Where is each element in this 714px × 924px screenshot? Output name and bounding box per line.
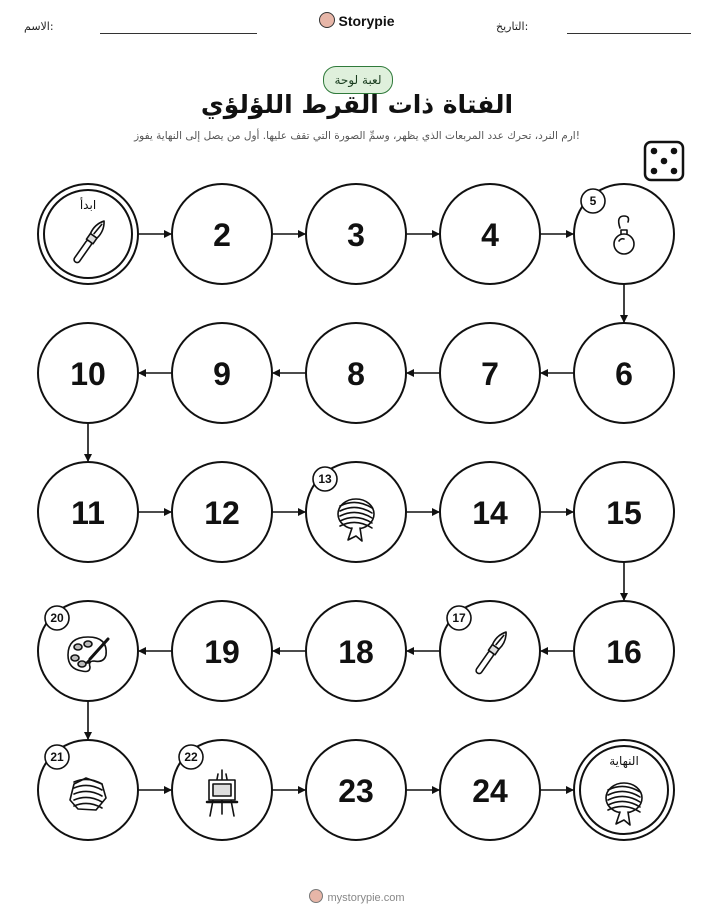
board-square-2 [172, 184, 272, 284]
date-label: التاريخ: [496, 20, 529, 33]
start-label: ابدأ [79, 198, 97, 212]
square-number-badge: 5 [589, 194, 597, 208]
square-number-badge: 21 [50, 750, 64, 764]
square-number: 16 [606, 634, 642, 670]
stone-icon [70, 778, 106, 810]
square-number: 9 [213, 356, 231, 392]
square-number-badge: 22 [184, 750, 198, 764]
board-square-4 [440, 184, 540, 284]
square-number: 7 [481, 356, 499, 392]
square-number: 12 [204, 495, 240, 531]
game-type-badge: لعبة لوحة [323, 66, 393, 94]
dice-icon [645, 142, 683, 180]
square-number: 19 [204, 634, 240, 670]
square-number: 23 [338, 773, 374, 809]
footer [0, 889, 714, 904]
board-square-7 [440, 323, 540, 423]
footer-url: mystorypie.com [327, 892, 405, 904]
board-square-5 [574, 184, 674, 284]
square-number: 18 [338, 634, 374, 670]
board-square-21 [38, 740, 138, 840]
instructions: ارم النرد، تحرك عدد المربعات الذي يظهر، وسمِّ الصورة التي تقف عليها. أول من يصل إلى النهاية يفوز! [134, 130, 580, 142]
name-label: الاسم: [24, 20, 54, 33]
finish-label: النهاية [609, 754, 639, 768]
board-square-19 [172, 601, 272, 701]
square-number-badge: 20 [50, 611, 64, 625]
board-square-23 [306, 740, 406, 840]
square-number: 8 [347, 356, 365, 392]
page-title: الفتاة ذات القرط اللؤلؤي [200, 90, 514, 119]
board-square-14 [440, 462, 540, 562]
board-square-17 [440, 601, 540, 701]
square-number-badge: 17 [452, 611, 466, 625]
board-square-22 [172, 740, 272, 840]
square-number: 6 [615, 356, 633, 392]
square-number: 14 [472, 495, 508, 531]
board-square-20 [38, 601, 138, 701]
board-square-9 [172, 323, 272, 423]
square-number-badge: 13 [318, 472, 332, 486]
board-square-12 [172, 462, 272, 562]
board-square-13 [306, 462, 406, 562]
square-number: 24 [472, 773, 508, 809]
square-number: 10 [70, 356, 106, 392]
board-square-3 [306, 184, 406, 284]
square-number: 11 [71, 495, 105, 531]
board-square-18 [306, 601, 406, 701]
board-square-15 [574, 462, 674, 562]
board-square-16 [574, 601, 674, 701]
brand-name: Storypie [338, 13, 395, 29]
board-square-24 [440, 740, 540, 840]
square-number: 15 [606, 495, 642, 531]
storypie-logo-icon [309, 889, 323, 903]
start-square [38, 184, 138, 284]
board-square-8 [306, 323, 406, 423]
board-square-11 [38, 462, 138, 562]
board-square-10 [38, 323, 138, 423]
board-square-6 [574, 323, 674, 423]
finish-square [574, 740, 674, 840]
square-number: 3 [347, 217, 365, 253]
square-number: 2 [213, 217, 231, 253]
square-number: 4 [481, 217, 499, 253]
